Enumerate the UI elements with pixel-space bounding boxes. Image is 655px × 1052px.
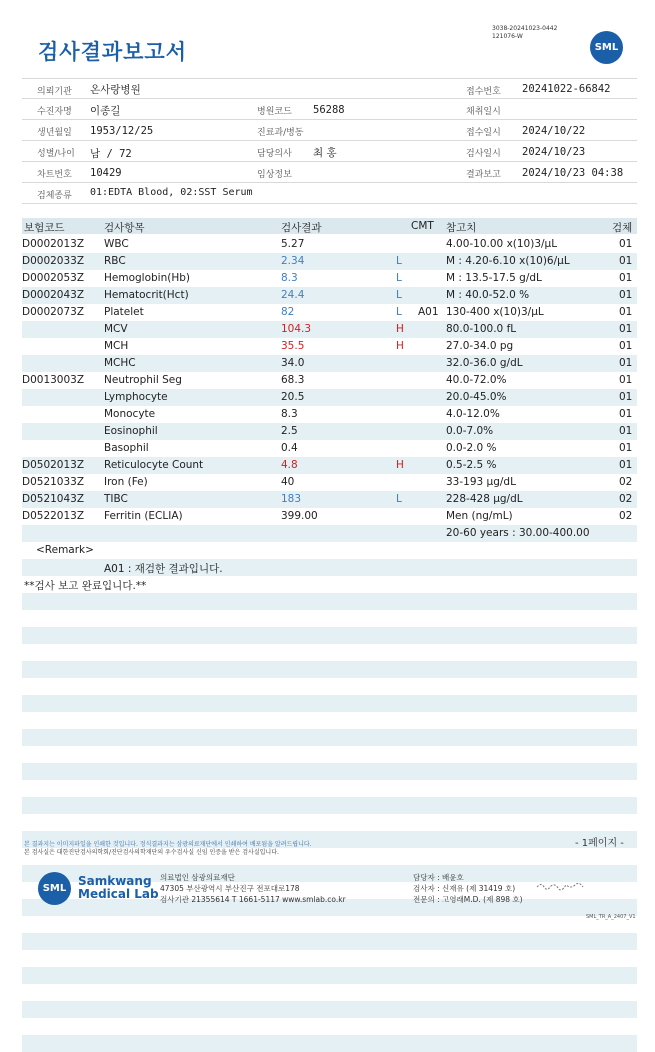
page-number: - 1페이지 - (575, 838, 624, 849)
reference-cell: 0.0-2.0 % (446, 442, 497, 454)
reference-cell: 27.0-34.0 pg (446, 340, 514, 352)
specimen-cell: 01 (619, 238, 633, 250)
test-name-cell: Reticulocyte Count (104, 459, 204, 471)
col-header-code: 보험코드 (24, 222, 65, 234)
form-code: SML_TR_A_2407_V1 (586, 914, 636, 920)
result-cell: 104.3 (281, 323, 312, 335)
document-code (492, 25, 557, 41)
col-header-spec: 검체 (612, 222, 633, 234)
empty-row (22, 1035, 637, 1052)
receipt-no-label: 접수번호 (466, 87, 501, 97)
reference-cell: 40.0-72.0% (446, 374, 507, 386)
result-cell: 2.34 (281, 255, 305, 267)
footer-brand (78, 875, 159, 901)
test-name-cell: Iron (Fe) (104, 476, 148, 488)
test-date-label: 검사일시 (466, 149, 501, 159)
table-row (22, 508, 637, 525)
dob-value: 1953/12/25 (90, 125, 154, 137)
empty-row (22, 695, 637, 712)
address-line: 검사기관 21355614 T 1661-5117 www.smlab.co.kr (160, 895, 346, 904)
specimen-cell: 01 (619, 459, 633, 471)
footer-note-line: 본 결과지는 이미지파일을 인쇄한 것입니다. 정식결과지는 삼광의료재단에서 인쇄하여 배포됨을 알려드립니다. (24, 841, 312, 848)
table-row (22, 253, 637, 270)
page-title: 검사결과보고서 (38, 40, 188, 64)
flag-cell: L (396, 255, 402, 267)
specimen-cell: 01 (619, 391, 633, 403)
staff-line: 검사자 : 신재유 (제 31419 호) (413, 884, 516, 893)
empty-row (22, 797, 637, 814)
test-name-cell: Hematocrit(Hct) (104, 289, 189, 301)
sml-logo: SML (590, 31, 623, 64)
empty-row (22, 967, 637, 984)
test-name-cell: Ferritin (ECLIA) (104, 510, 183, 522)
empty-row (22, 627, 637, 644)
table-row (22, 321, 637, 338)
document-code-line: 3038-20241023-0442 (492, 25, 558, 32)
insurance-code-cell: D0002053Z (22, 272, 85, 284)
result-cell: 35.5 (281, 340, 305, 352)
cmt-cell: A01 (418, 306, 439, 318)
test-name-cell: Hemoglobin(Hb) (104, 272, 191, 284)
table-row (22, 406, 637, 423)
insurance-code-cell: D0521043Z (22, 493, 85, 505)
test-name-cell: Monocyte (104, 408, 156, 420)
reference-cell: 80.0-100.0 fL (446, 323, 517, 335)
test-name-cell: Neutrophil Seg (104, 374, 182, 386)
specimen-label: 검체종류 (37, 191, 72, 201)
result-cell: 8.3 (281, 408, 298, 420)
institution-label: 의뢰기관 (37, 87, 72, 97)
result-cell: 24.4 (281, 289, 305, 301)
footer-staff (413, 872, 523, 905)
report-time-value: 2024/10/23 04:38 (522, 167, 624, 179)
footer-note-line: 본 검사실은 대한진단검사의학회/진단검사의학재단의 우수검사실 신임 인증을 받은 검사실입니다. (24, 849, 279, 856)
table-row (22, 525, 637, 542)
table-row (22, 355, 637, 372)
doctor-label: 담당의사 (257, 149, 292, 159)
test-name-cell: TIBC (104, 493, 128, 505)
institution-value: 온사랑병원 (90, 84, 141, 96)
insurance-code-cell: D0002073Z (22, 306, 85, 318)
staff-line: 담당자 : 배윤호 (413, 873, 464, 882)
test-name-cell: Basophil (104, 442, 149, 454)
specimen-cell: 01 (619, 408, 633, 420)
table-row (22, 457, 637, 474)
table-row (22, 270, 637, 287)
test-name-cell: WBC (104, 238, 129, 250)
result-cell: 2.5 (281, 425, 298, 437)
divider (22, 182, 637, 183)
divider (22, 98, 637, 99)
flag-cell: L (396, 493, 402, 505)
test-date-value: 2024/10/23 (522, 146, 586, 158)
chart-no-value: 10429 (90, 167, 122, 179)
report-complete-row (22, 576, 637, 593)
table-row (22, 440, 637, 457)
specimen-value: 01:EDTA Blood, 02:SST Serum (90, 187, 253, 198)
specimen-cell: 01 (619, 357, 633, 369)
specimen-cell: 02 (619, 493, 633, 505)
reference-cell: 130-400 x(10)3/μL (446, 306, 544, 318)
test-name-cell: Platelet (104, 306, 144, 318)
test-name-cell: RBC (104, 255, 126, 267)
reference-cell: 0.0-7.0% (446, 425, 494, 437)
divider (22, 203, 637, 204)
collect-time-label: 채취일시 (466, 107, 501, 117)
specimen-cell: 01 (619, 374, 633, 386)
flag-cell: H (396, 340, 404, 352)
table-row (22, 423, 637, 440)
test-name-cell: Eosinophil (104, 425, 158, 437)
hospital-code-label: 병원코드 (257, 107, 292, 117)
patient-label: 수진자명 (37, 107, 72, 117)
result-cell: 8.3 (281, 272, 298, 284)
table-row (22, 338, 637, 355)
remark-a01: A01 : 재검한 결과입니다. (104, 563, 223, 575)
report-time-label: 결과보고 (466, 170, 501, 180)
specimen-cell: 02 (619, 476, 633, 488)
specimen-cell: 01 (619, 289, 633, 301)
col-header-ref: 참고치 (446, 222, 477, 234)
empty-row (22, 763, 637, 780)
table-row (22, 304, 637, 321)
sml-footer-logo: SML (38, 872, 71, 905)
receipt-date-label: 접수일시 (466, 128, 501, 138)
insurance-code-cell: D0521033Z (22, 476, 85, 488)
result-cell: 20.5 (281, 391, 305, 403)
flag-cell: L (396, 272, 402, 284)
flag-cell: L (396, 289, 402, 301)
reference-cell: M : 4.20-6.10 x(10)6/μL (446, 255, 570, 267)
remark-label: <Remark> (36, 544, 94, 556)
remark-row (22, 559, 637, 576)
receipt-date-value: 2024/10/22 (522, 125, 586, 137)
table-row (22, 372, 637, 389)
test-name-cell: MCH (104, 340, 129, 352)
reference-cell: Men (ng/mL) (446, 510, 513, 522)
brand-line: Medical Lab (78, 887, 159, 901)
divider (22, 78, 637, 79)
result-cell: 68.3 (281, 374, 305, 386)
signature-image (535, 881, 585, 891)
specimen-cell: 01 (619, 442, 633, 454)
result-cell: 82 (281, 306, 295, 318)
dob-label: 생년월일 (37, 128, 72, 138)
table-row (22, 389, 637, 406)
document-code-line: 121076-W (492, 33, 523, 40)
reference-cell: 33-193 μg/dL (446, 476, 516, 488)
specimen-cell: 01 (619, 255, 633, 267)
insurance-code-cell: D0522013Z (22, 510, 85, 522)
specimen-cell: 01 (619, 272, 633, 284)
sex-age-label: 성별/나이 (37, 149, 75, 159)
result-cell: 183 (281, 493, 302, 505)
reference-cell: 20.0-45.0% (446, 391, 507, 403)
result-cell: 5.27 (281, 238, 305, 250)
receipt-no-value: 20241022-66842 (522, 83, 611, 95)
staff-line: 전문의 : 고영래M.D. (제 898 호) (413, 895, 523, 904)
sex-age-value: 남 / 72 (90, 148, 132, 160)
empty-row (22, 729, 637, 746)
test-name-cell: MCV (104, 323, 128, 335)
reference-cell: 0.5-2.5 % (446, 459, 497, 471)
report-complete-text: **검사 보고 완료입니다.** (24, 580, 147, 592)
table-row (22, 474, 637, 491)
reference-cell: 228-428 μg/dL (446, 493, 523, 505)
remark-row (22, 542, 637, 559)
doctor-value: 최 홍 (313, 147, 337, 159)
insurance-code-cell: D0002013Z (22, 238, 85, 250)
hospital-code-value: 56288 (313, 104, 345, 116)
divider (22, 119, 637, 120)
empty-row (22, 593, 637, 610)
table-row (22, 236, 637, 253)
empty-row (22, 661, 637, 678)
specimen-cell: 01 (619, 340, 633, 352)
reference-cell: 32.0-36.0 g/dL (446, 357, 523, 369)
empty-row (22, 1001, 637, 1018)
result-cell: 34.0 (281, 357, 305, 369)
dept-label: 진료과/병동 (257, 128, 304, 138)
divider (22, 161, 637, 162)
result-cell: 4.8 (281, 459, 298, 471)
empty-row (22, 933, 637, 950)
chart-no-label: 차트번호 (37, 170, 72, 180)
reference-cell: M : 13.5-17.5 g/dL (446, 272, 542, 284)
test-name-cell: MCHC (104, 357, 136, 369)
col-header-cmt: CMT (411, 220, 434, 232)
table-row (22, 491, 637, 508)
insurance-code-cell: D0002043Z (22, 289, 85, 301)
specimen-cell: 01 (619, 306, 633, 318)
insurance-code-cell: D0013003Z (22, 374, 85, 386)
reference-cell: 4.00-10.00 x(10)3/μL (446, 238, 558, 250)
specimen-cell: 01 (619, 323, 633, 335)
patient-value: 이종길 (90, 105, 121, 117)
clinical-label: 임상정보 (257, 170, 292, 180)
test-name-cell: Lymphocyte (104, 391, 168, 403)
footer-note (24, 841, 312, 857)
table-row (22, 287, 637, 304)
specimen-cell: 02 (619, 510, 633, 522)
flag-cell: H (396, 323, 404, 335)
flag-cell: L (396, 306, 402, 318)
specimen-cell: 01 (619, 425, 633, 437)
result-cell: 399.00 (281, 510, 318, 522)
col-header-result: 검사결과 (281, 222, 322, 234)
brand-line: Samkwang (78, 874, 152, 888)
insurance-code-cell: D0502013Z (22, 459, 85, 471)
reference-cell: 4.0-12.0% (446, 408, 500, 420)
flag-cell: H (396, 459, 404, 471)
footer-address (160, 872, 346, 905)
result-cell: 40 (281, 476, 295, 488)
reference-cell: 20-60 years : 30.00-400.00 (446, 527, 590, 539)
col-header-name: 검사항목 (104, 222, 145, 234)
insurance-code-cell: D0002033Z (22, 255, 85, 267)
address-line: 의료법인 삼광의료재단 (160, 873, 235, 882)
divider (22, 140, 637, 141)
result-cell: 0.4 (281, 442, 298, 454)
address-line: 47305 부산광역시 부산진구 전포대로178 (160, 884, 300, 893)
reference-cell: M : 40.0-52.0 % (446, 289, 530, 301)
